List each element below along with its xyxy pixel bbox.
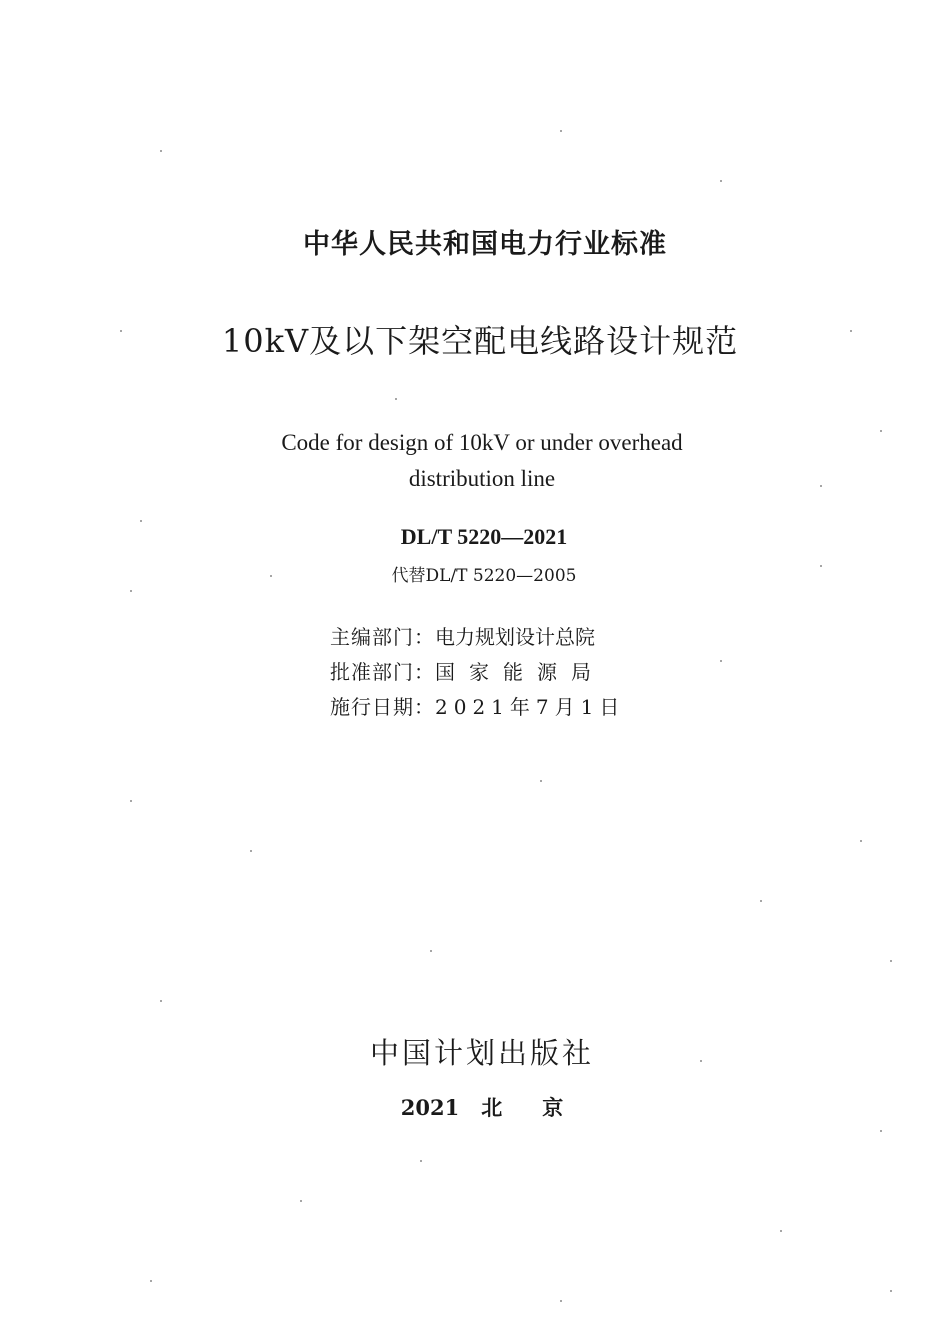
scan-speck bbox=[120, 330, 122, 332]
scan-speck bbox=[270, 575, 272, 577]
editor-row bbox=[330, 621, 595, 650]
publication-city-1: 北 bbox=[481, 1095, 503, 1120]
standard-category: 中华人民共和国电力行业标准 bbox=[303, 229, 667, 260]
title-english-line-2: distribution line bbox=[408, 466, 556, 491]
scan-speck bbox=[850, 330, 852, 332]
scan-speck bbox=[250, 850, 252, 852]
scan-speck bbox=[560, 130, 562, 132]
scan-speck bbox=[430, 950, 432, 952]
effective-date-row bbox=[330, 691, 625, 720]
standard-number: DL/T 5220—2021 bbox=[400, 524, 568, 549]
publication-city-2: 京 bbox=[542, 1095, 564, 1120]
approver-value: 国家能源局 bbox=[435, 660, 605, 684]
publication-place bbox=[0, 1092, 950, 1122]
scan-speck bbox=[890, 1290, 892, 1292]
scan-speck bbox=[300, 1200, 302, 1202]
scan-speck bbox=[130, 800, 132, 802]
scan-speck bbox=[720, 660, 722, 662]
editor-label: 主编部门： bbox=[330, 625, 435, 649]
approver-label: 批准部门： bbox=[330, 660, 435, 684]
effective-label: 施行日期： bbox=[330, 695, 435, 719]
scan-speck bbox=[160, 150, 162, 152]
scan-speck bbox=[420, 1160, 422, 1162]
scan-speck bbox=[890, 960, 892, 962]
publication-year: 2021 bbox=[400, 1095, 460, 1120]
title-english-line-1: Code for design of 10kV or under overhead bbox=[281, 430, 683, 455]
scan-speck bbox=[140, 520, 142, 522]
replaces-standard: 代替DL/T 5220—2005 bbox=[391, 566, 577, 586]
scan-speck bbox=[760, 900, 762, 902]
scan-speck bbox=[820, 565, 822, 567]
scan-speck bbox=[540, 780, 542, 782]
scan-speck bbox=[160, 1000, 162, 1002]
scan-speck bbox=[395, 398, 397, 400]
scan-speck bbox=[880, 430, 882, 432]
scan-speck bbox=[880, 1130, 882, 1132]
scan-speck bbox=[720, 180, 722, 182]
approver-row bbox=[330, 656, 605, 685]
scan-speck bbox=[780, 1230, 782, 1232]
scan-speck bbox=[560, 1300, 562, 1302]
publisher-name: 中国计划出版社 bbox=[369, 1036, 594, 1070]
editor-value: 电力规划设计总院 bbox=[435, 625, 595, 649]
title-english bbox=[0, 425, 950, 497]
scan-speck bbox=[860, 840, 862, 842]
scan-speck bbox=[820, 485, 822, 487]
effective-value: 2021年7月1日 bbox=[435, 695, 626, 719]
scan-speck bbox=[700, 1060, 702, 1062]
scan-speck bbox=[130, 590, 132, 592]
title-chinese: 10kV及以下架空配电线路设计规范 bbox=[221, 322, 739, 360]
scan-speck bbox=[150, 1280, 152, 1282]
